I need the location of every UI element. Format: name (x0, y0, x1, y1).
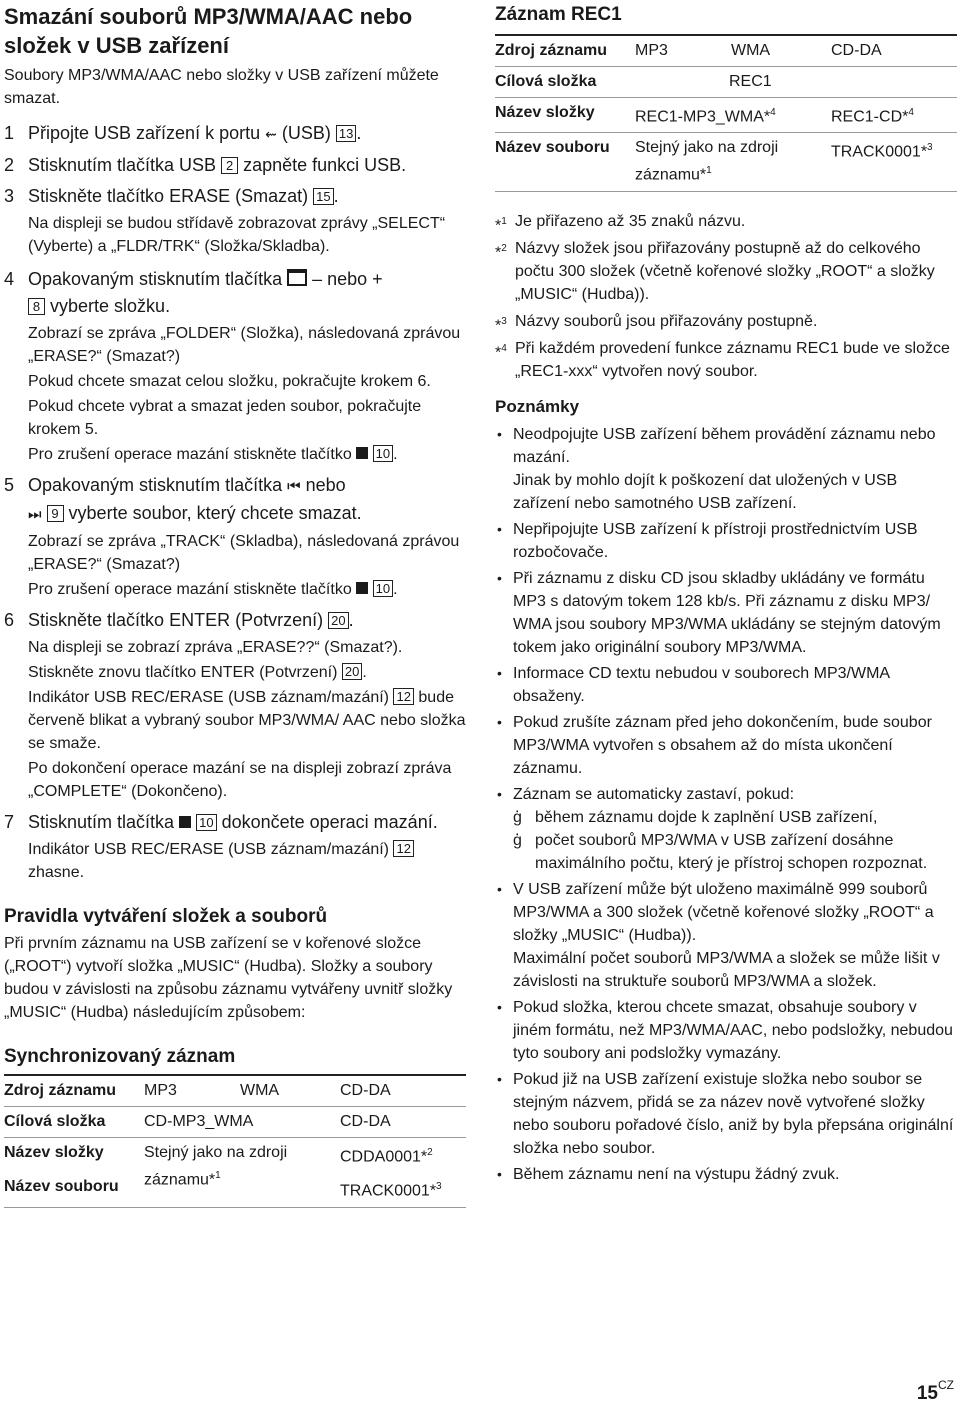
table-header-cell: Název souboru (4, 1178, 119, 1196)
control-ref: 15 (313, 188, 333, 205)
step-detail-text: bude červeně blikat a vybraný soubor MP3/WMA/ AAC nebo složka se smaže. (28, 689, 466, 752)
footnote (495, 210, 957, 233)
step-number: 1 (4, 123, 15, 143)
step-detail-text: Stiskněte znovu tlačítko ENTER (Potvrzení) (28, 664, 338, 681)
control-ref: 12 (393, 840, 413, 857)
notes-list (495, 423, 957, 1186)
table-cell (340, 1172, 466, 1207)
control-ref: 2 (221, 157, 238, 174)
footnote-mark: * (495, 243, 502, 261)
footnotes (495, 210, 957, 383)
step-detail: Pokud chcete smazat celou složku, pokračujte krokem 6. (28, 373, 431, 390)
list-item: • Pokud zrušíte záznam před jeho dokončením, bude soubor MP3/WMA vytvořen s obsahem až do místa ukončení záznamu. (495, 711, 957, 780)
page-number (917, 1378, 954, 1405)
table-cell-text: Stejný jako na zdroji záznamu* (144, 1144, 288, 1189)
step-6: 6 Stiskněte tlačítko ENTER (Potvrzení) 20 . Na displeji se zobrazí zpráva „ERASE??“ (Smazat?). Stiskněte znovu tlačítko ENTER (Potvrzení) 20 . Indikátor USB REC/ERASE (USB záznam/mazání) 12 bude červeně blikat a vybraný soubor MP3/WMA/ AAC nebo složka se smaže. Po dokončení operace mazání se na displeji zobrazí zpráva „COMPLETE“ (Dokončeno). (4, 607, 466, 803)
table-cell: WMA (240, 1082, 280, 1099)
footnote-text: Je přiřazeno až 35 znaků názvu. (515, 212, 746, 230)
footnote-mark: * (495, 343, 502, 361)
table-cell (635, 98, 831, 133)
step-detail-text: Pro zrušení operace mazání stiskněte tlačítko (28, 446, 352, 463)
list-item: • Informace CD textu nebudou v souborech MP3/WMA obsaženy. (495, 662, 957, 708)
folder-icon (287, 269, 307, 286)
sync-title: Synchronizovaný záznam (4, 1046, 236, 1067)
sub-item (513, 829, 957, 875)
table-cell (831, 98, 957, 133)
list-item: • Pokud složka, kterou chcete smazat, obsahuje soubory v jiném formátu, než MP3/WMA/AAC, nebo podsložky, nebudou tyto soubory ani podsložky vymazány. (495, 996, 957, 1065)
footnote-text: Při každém provedení funkce záznamu REC1 bude ve složce „REC1-xxx“ vytvořen nový soubor. (515, 339, 950, 380)
step-text: vyberte složku. (50, 296, 171, 316)
step-text: Opakovaným stisknutím tlačítka (28, 475, 283, 495)
table-row (495, 133, 957, 191)
step-text: dokončete operaci mazání. (221, 812, 438, 832)
table-cell-text: TRACK0001* (831, 143, 928, 161)
previous-icon: ⏮ (287, 478, 301, 495)
sync-table (4, 1074, 466, 1208)
list-item-text: • Záznam se automaticky zastaví, pokud: (513, 785, 795, 803)
table-cell (635, 133, 831, 191)
control-ref: 10 (373, 445, 393, 462)
rec-title: Záznam REC1 (495, 4, 622, 25)
step-number: 2 (4, 155, 15, 175)
footnote-ref: 2 (427, 1147, 433, 1158)
footnote-number: 3 (501, 315, 507, 327)
sub-bullet: ģ (513, 831, 522, 849)
control-ref: 20 (328, 612, 348, 629)
step-text: Připojte USB zařízení k portu (28, 123, 261, 143)
table-cell-text: CDDA0001* (340, 1148, 428, 1166)
control-ref: 20 (342, 663, 362, 680)
footnote (495, 237, 957, 306)
table-header-cell: Cílová složka (4, 1113, 106, 1130)
footnote (495, 337, 957, 383)
usb-icon: ⇜ (265, 126, 277, 142)
step-number: 4 (4, 269, 15, 289)
step-3: 3 Stiskněte tlačítko ERASE (Smazat) 15 . Na displeji se budou střídavě zobrazovat zprávy „SELECT“ (Vyberte) a „FLDR/TRK“ (Složka/Skladba). (4, 183, 466, 258)
control-ref: 8 (28, 298, 45, 315)
step-number: 5 (4, 475, 15, 495)
footnote-ref: 4 (908, 107, 914, 118)
step-detail: Zobrazí se zpráva „FOLDER“ (Složka), následovaná zprávou „ERASE?“ (Smazat?) (28, 325, 461, 365)
list-item: • Neodpojujte USB zařízení během provádění záznamu nebo mazání. Jinak by mohlo dojít k poškození dat uložených v USB zařízení nebo samotného USB zařízení. (495, 423, 957, 515)
step-detail-text: Pro zrušení operace mazání stiskněte tlačítko (28, 581, 352, 598)
table-cell-text: REC1-CD* (831, 108, 909, 126)
table-header-cell: Zdroj záznamu (4, 1082, 117, 1099)
table-cell: MP3 (144, 1082, 177, 1099)
sub-item-text: počet souborů MP3/WMA v USB zařízení dosáhne maximálního počtu, který je přístroj schopen rozpoznat. (535, 831, 928, 872)
table-cell: CD-DA (831, 42, 882, 59)
step-detail-text: zhasne. (28, 864, 85, 881)
table-row (4, 1107, 466, 1138)
footnote-ref: 3 (927, 142, 933, 154)
footnote-ref: 3 (436, 1181, 442, 1193)
step-detail (28, 838, 466, 884)
intro-text: Soubory MP3/WMA/AAC nebo složky v USB zařízení můžete smazat. (4, 67, 439, 107)
stop-icon (356, 447, 368, 459)
table-header-cell: Název složky (495, 104, 595, 121)
step-detail: Stiskněte znovu tlačítko ENTER (Potvrzení) 20 . (28, 664, 367, 681)
table-cell-text: TRACK0001* (340, 1182, 437, 1200)
footnote (495, 310, 957, 333)
footnote-text: Názvy složek jsou přiřazovány postupně až do celkového počtu 300 složek (včetně kořenové složky „ROOT“ a složky „MUSIC“ (Hudba)). (515, 239, 935, 303)
rec-table (495, 34, 957, 192)
table-cell (340, 1138, 466, 1173)
list-item: • Během záznamu není na výstupu žádný zvuk. (495, 1163, 957, 1186)
step-detail: Pro zrušení operace mazání stiskněte tlačítko 10 . (28, 446, 398, 463)
rules-text: Při prvním záznamu na USB zařízení se v kořenové složce („ROOT“) vytvoří složka „MUSIC“ (Hudba). Složky a soubory budou v závislosti na způsobu záznamu vytvářeny uvnitř složky „MUSIC“ (Hudba) následujícím způsobem: (4, 935, 453, 1021)
table-cell: WMA (731, 42, 771, 59)
table-header-cell: Cílová složka (495, 73, 597, 90)
step-detail-text: Indikátor USB REC/ERASE (USB záznam/mazání) (28, 689, 390, 706)
table-row (495, 67, 957, 98)
control-ref: 13 (336, 125, 356, 142)
step-number: 6 (4, 610, 15, 630)
step-detail: Na displeji se zobrazí zpráva „ERASE??“ (Smazat?). (28, 639, 403, 656)
stop-icon (356, 582, 368, 594)
footnote-number: 1 (501, 215, 507, 227)
step-text: vyberte soubor, který chcete smazat. (68, 503, 362, 523)
step-detail: Po dokončení operace mazání se na displeji zobrazí zpráva „COMPLETE“ (Dokončeno). (28, 760, 452, 800)
step-text: Stisknutím tlačítka (28, 812, 175, 832)
step-7 (4, 809, 466, 884)
step-number: 7 (4, 812, 15, 832)
sub-item-text: během záznamu dojde k zaplnění USB zařízení, (535, 808, 878, 826)
notes-title: Poznámky (495, 396, 580, 416)
footnote-mark: * (495, 316, 502, 334)
sub-bullet: ģ (513, 808, 522, 826)
step-text: nebo (305, 475, 346, 495)
control-ref: 10 (373, 580, 393, 597)
step-4 (4, 266, 466, 466)
step-text: Stisknutím tlačítka USB (28, 155, 217, 175)
table-row (495, 98, 957, 133)
step-detail: Na displeji se budou střídavě zobrazovat zprávy „SELECT“ (Vyberte) a „FLDR/TRK“ (Složka/Skladba). (28, 215, 446, 255)
footnote-ref: 1 (215, 1170, 221, 1181)
table-header-cell: Zdroj záznamu (495, 42, 608, 59)
table-row (495, 35, 957, 67)
table-cell: CD-MP3_WMA (144, 1113, 254, 1130)
table-header-cell: Název složky (4, 1144, 104, 1161)
stop-icon (179, 816, 191, 828)
table-row (4, 1075, 466, 1107)
page-number-value: 15 (916, 1383, 938, 1404)
list-item: • Nepřipojujte USB zařízení k přístroji prostřednictvím USB rozbočovače. (495, 518, 957, 564)
step-detail: Pokud chcete vybrat a smazat jeden soubor, pokračujte krokem 5. (28, 398, 422, 438)
step-text: (USB) (281, 123, 331, 143)
step-5 (4, 472, 466, 601)
step-detail (28, 686, 466, 755)
step-number: 3 (4, 186, 15, 206)
table-cell: CD-DA (340, 1082, 391, 1099)
footnote-ref: 4 (770, 107, 776, 118)
list-item: • Pokud již na USB zařízení existuje složka nebo soubor se stejným názvem, přidá se za název nově vytvořené složky nebo souboru pořadové číslo, aniž by byla přepsána originální složka nebo soubor. (495, 1068, 957, 1160)
table-cell: MP3 (635, 42, 668, 59)
step-1: 1 Připojte USB zařízení k portu ⇜ (USB) 13 . (4, 120, 466, 148)
table-cell: REC1 (729, 73, 772, 90)
rules-title: Pravidla vytváření složek a souborů (4, 906, 328, 927)
footnote-text: Názvy souborů jsou přiřazovány postupně. (515, 312, 818, 330)
list-item (495, 783, 957, 875)
table-row (4, 1138, 466, 1173)
table-cell-text: REC1-MP3_WMA* (635, 108, 771, 126)
step-text: Stiskněte tlačítko ERASE (Smazat) (28, 186, 309, 206)
sub-item (513, 806, 957, 829)
step-2 (4, 152, 466, 179)
footnote-number: 2 (501, 242, 507, 254)
section-title: Smazání souborů MP3/WMA/AAC nebo složek v USB zařízení (4, 4, 413, 58)
next-icon: ⏭ (28, 506, 42, 523)
list-item: • V USB zařízení může být uloženo maximálně 999 souborů MP3/WMA a 300 složek (včetně kořenové složky „ROOT“ a složky „MUSIC“ (Hudba)). Maximální počet souborů MP3/WMA a složek se může lišit v závislosti na struktuře souborů MP3/WMA a složek. (495, 878, 957, 993)
left-column (4, 0, 466, 1208)
step-text: Opakovaným stisknutím tlačítka (28, 269, 283, 289)
step-detail: Zobrazí se zpráva „TRACK“ (Skladba), následovaná zprávou „ERASE?“ (Smazat?) (28, 533, 460, 573)
step-text: zapněte funkci USB. (243, 155, 407, 175)
step-text: – nebo + (312, 269, 383, 289)
step-detail: Pro zrušení operace mazání stiskněte tlačítko 10 . (28, 581, 398, 598)
step-detail-text: Indikátor USB REC/ERASE (USB záznam/mazání) (28, 841, 390, 858)
control-ref: 12 (393, 688, 413, 705)
step-text: Stiskněte tlačítko ENTER (Potvrzení) (28, 610, 324, 630)
table-header-cell: Název souboru (495, 139, 610, 157)
footnote-number: 4 (501, 342, 507, 354)
control-ref: 9 (47, 505, 64, 522)
table-cell: CD-DA (340, 1113, 391, 1130)
table-cell-text: Stejný jako na zdroji záznamu* (635, 139, 779, 184)
table-cell (144, 1138, 340, 1208)
table-cell (831, 133, 957, 191)
footnote-mark: * (495, 216, 502, 234)
control-ref: 10 (196, 814, 216, 831)
page-language: CZ (938, 1378, 954, 1392)
footnote-ref: 1 (706, 165, 712, 177)
list-item: • Při záznamu z disku CD jsou skladby ukládány ve formátu MP3 s datovým tokem 128 kb/s. Při záznamu z disku MP3/ WMA jsou soubory MP3/WMA ukládány se stejným datovým tokem jako originální soubory MP3/WMA. (495, 567, 957, 659)
right-column (495, 0, 957, 1189)
